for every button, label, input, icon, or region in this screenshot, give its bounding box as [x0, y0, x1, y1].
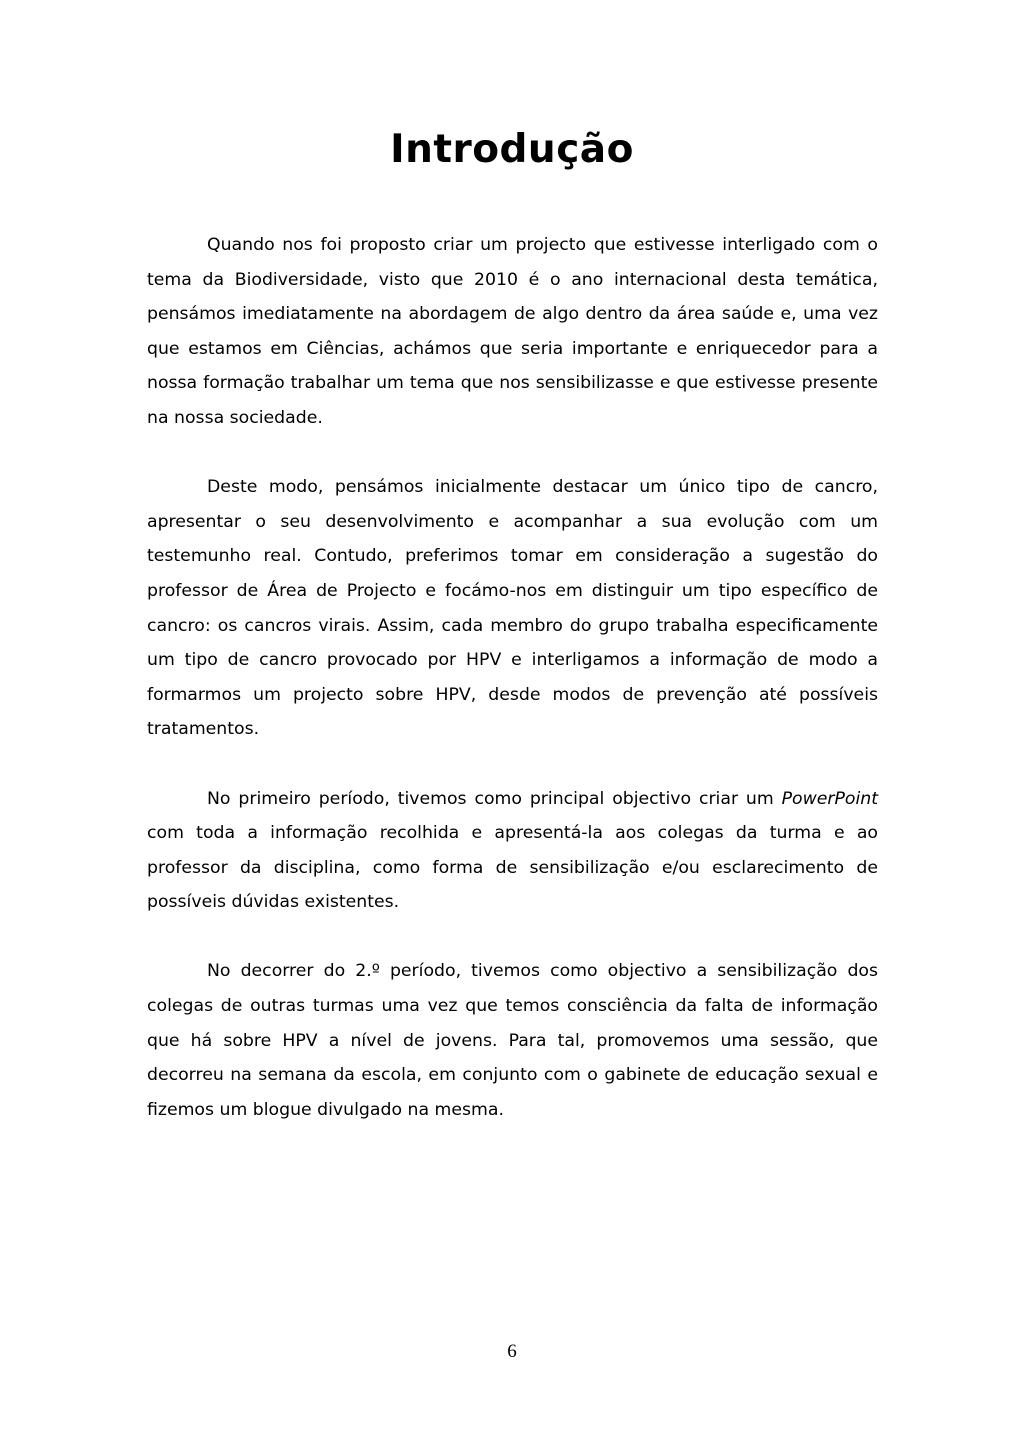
paragraph-1: Quando nos foi proposto criar um projecto que estivesse interligado com o tema da Biodiversidade, visto que 2010 é o ano internacional desta temática, pensámos imediatamente na abordagem de algo dentro da área saúde e, uma vez que estamos em Ciências, achámos que seria importante e enriquecedor para a nossa formação trabalhar um tema que nos sensibilizasse e que estivesse presente na nossa sociedade. [147, 235, 878, 428]
paragraph-2: Deste modo, pensámos inicialmente destacar um único tipo de cancro, apresentar o seu desenvolvimento e acompanhar a sua evolução com um testemunho real. Contudo, preferimos tomar em consideração a sugestão do professor de Área de Projecto e focámo-nos em distinguir um tipo específico de cancro: os cancros virais. Assim, cada membro do grupo trabalha especificamente um tipo de cancro provocado por HPV e interligamos a informação de modo a formarmos um projecto sobre HPV, desde modos de prevenção até possíveis tratamentos. [147, 477, 878, 740]
paragraph-4: No decorrer do 2.º período, tivemos como objectivo a sensibilização dos colegas de outras turmas uma vez que temos consciência da falta de informação que há sobre HPV a nível de jovens. Para tal, promovemos uma sessão, que decorreu na semana da escola, em conjunto com o gabinete de educação sexual e fizemos um blogue divulgado na mesma. [147, 961, 878, 1120]
paragraph-3-text-before: No primeiro período, tivemos como principal objectivo criar um [207, 788, 782, 809]
body-text [147, 228, 878, 1162]
powerpoint-emphasis: PowerPoint [781, 788, 878, 809]
paragraph-3 [147, 782, 878, 920]
page-title: Introdução [390, 127, 634, 172]
paragraph-3-text-after: com toda a informação recolhida e apresentá-la aos colegas da turma e ao professor da disciplina, como forma de sensibilização e/ou esclarecimento de possíveis dúvidas existentes. [147, 823, 878, 913]
page-number: 6 [507, 1341, 517, 1362]
